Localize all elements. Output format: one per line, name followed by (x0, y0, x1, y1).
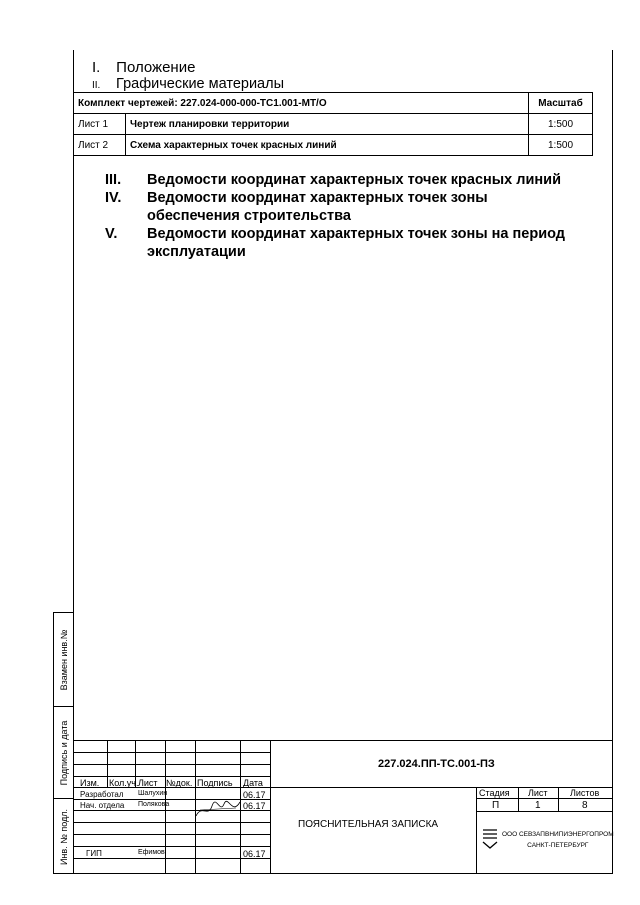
statements-list (100, 171, 597, 261)
sheet-scale: 1:500 (529, 135, 593, 156)
header-kol: Кол.уч. (109, 778, 139, 788)
sheets-value: 8 (582, 800, 588, 811)
sheet-name: Чертеж планировки территории (126, 114, 529, 135)
name-gip: Ефимов (138, 849, 165, 856)
table-row (74, 135, 593, 156)
section-2-number: II. (92, 80, 101, 91)
header-list: Лист (138, 778, 158, 788)
company-line-1: ООО СЕВЗАПВНИПИЭНЕРГОПРОМ (502, 831, 614, 838)
document-title: ПОЯСНИТЕЛЬНАЯ ЗАПИСКА (298, 819, 439, 830)
date-developer: 06.17 (243, 790, 266, 800)
drawing-set-table (73, 92, 593, 156)
signature-scribble (192, 796, 244, 822)
section-1-number: I. (92, 59, 101, 76)
side-replaced-cell (54, 613, 74, 707)
list-item (100, 171, 597, 189)
role-gip: ГИП (86, 849, 102, 858)
sheets-header: Листов (570, 788, 600, 798)
drawing-set-label: Комплект чертежей: 227.024-000-000-ТС1.001-МТ/О (74, 93, 529, 114)
section-2-title: Графические материалы (116, 76, 284, 92)
table-row (74, 114, 593, 135)
company-name (502, 829, 614, 851)
list-item (100, 225, 597, 261)
list-item-number: IV. (105, 190, 122, 206)
side-inv-label: Инв. № подл. (59, 808, 69, 866)
sheet-number: Лист 2 (74, 135, 126, 156)
table-header-row (74, 93, 593, 114)
sheet-value: 1 (535, 800, 541, 811)
stage-header: Стадия (479, 788, 510, 798)
role-head: Нач. отдела (80, 801, 125, 810)
name-head: Полякова (138, 801, 170, 808)
company-line-2: САНКТ-ПЕТЕРБУРГ (527, 842, 589, 849)
date-gip: 06.17 (243, 849, 266, 859)
header-date: Дата (243, 778, 263, 788)
list-item-text: Ведомости координат характерных точек красных линий (147, 172, 561, 188)
stage-value: П (492, 800, 500, 811)
sheet-number: Лист 1 (74, 114, 126, 135)
side-replaced-label: Взамен инв.№ (59, 629, 69, 690)
name-developer: Шалухин (138, 790, 168, 797)
list-item (100, 189, 597, 225)
list-item-text: Ведомости координат характерных точек зоны обеспечения строительства (147, 190, 488, 224)
list-item-number: V. (105, 226, 118, 242)
side-signature-cell (54, 707, 74, 799)
date-head: 06.17 (243, 801, 266, 811)
section-2-heading (92, 76, 284, 92)
scale-header: Масштаб (529, 93, 593, 114)
section-1-title: Положение (116, 59, 196, 76)
side-stamp (53, 612, 73, 874)
sheet-name: Схема характерных точек красных линий (126, 135, 529, 156)
header-ndok: №док. (166, 778, 193, 788)
side-signature-label: Подпись и дата (59, 720, 69, 785)
header-izm: Изм. (80, 778, 100, 788)
document-code: 227.024.ПП-ТС.001-ПЗ (378, 758, 495, 770)
header-sign: Подпись (197, 778, 233, 788)
list-item-number: III. (105, 172, 122, 188)
sheet-scale: 1:500 (529, 114, 593, 135)
sheet-header: Лист (528, 788, 548, 798)
list-item-text: Ведомости координат характерных точек зоны на период эксплуатации (147, 226, 565, 260)
company-logo-icon (481, 828, 499, 850)
section-1-heading (92, 59, 195, 76)
role-developer: Разработал (80, 790, 124, 799)
side-inv-cell (54, 799, 74, 875)
